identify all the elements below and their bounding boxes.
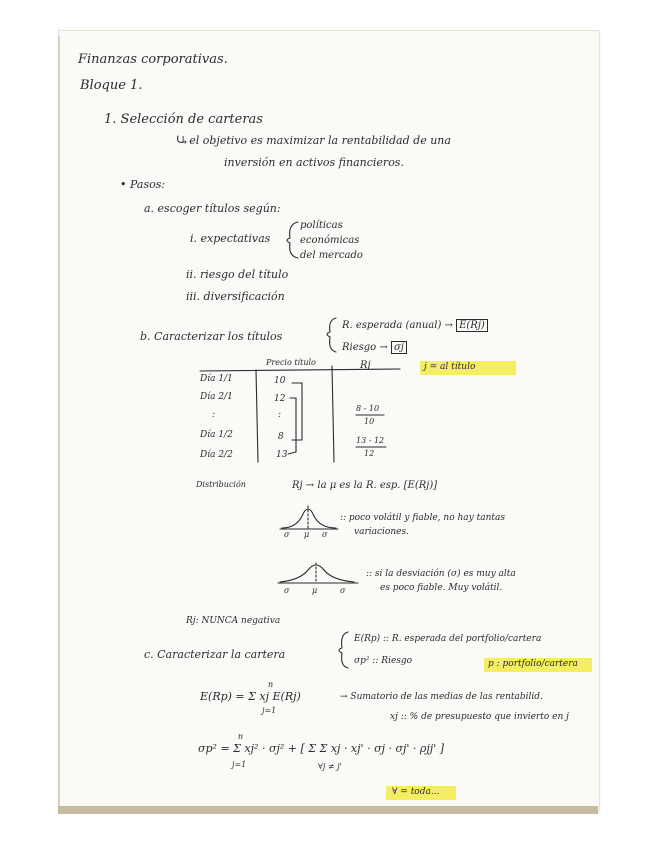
narrow-desc-1: :: poco volátil y fiable, no hay tantas — [340, 513, 505, 523]
row-label-3: : — [212, 410, 216, 420]
never-negative-note: Rj: NUNCA negativa — [186, 616, 281, 626]
row-label-5: Día 2/2 — [200, 450, 233, 460]
brace-item-politicas: políticas — [300, 220, 343, 231]
step-c-brace-2: σp² :: Riesgo — [354, 656, 413, 666]
wide-mu: μ — [312, 586, 318, 595]
narrow-bell-curve — [282, 509, 336, 528]
price-1: 10 — [274, 376, 286, 386]
wide-desc-2: es poco fiable. Muy volátil. — [380, 583, 503, 593]
step-a-item-ii: ii. riesgo del título — [186, 268, 289, 281]
step-c-title: c. Caracterizar la cartera — [144, 648, 286, 661]
return-2-num: 13 - 12 — [356, 436, 385, 445]
row-label-1: Día 1/1 — [200, 374, 233, 384]
price-5: 13 — [276, 450, 288, 460]
table-vline-1 — [256, 370, 258, 462]
price-bracket-1 — [292, 383, 302, 440]
step-b-title: b. Caracterizar los títulos — [140, 330, 283, 343]
step-a-title: a. escoger títulos según: — [144, 202, 281, 215]
note-forall: ∀ = toda... — [392, 787, 440, 797]
block-title: Bloque 1. — [80, 78, 143, 93]
expected-desc-2: xj :: % de presupuesto que invierto en j — [390, 712, 569, 722]
narrow-desc-2: variaciones. — [354, 527, 409, 537]
wide-desc-1: :: si la desviación (σ) es muy alta — [366, 569, 516, 579]
objective-line-1: ↳el objetivo es maximizar la rentabilidad de una — [180, 134, 451, 147]
expected-sum-upper: n — [268, 680, 274, 689]
distribution-statement: Rj → la μ es la R. esp. [E(Rj)] — [292, 480, 438, 491]
variance-sum-lower-2: ∀j ≠ j' — [318, 762, 342, 771]
return-1-den: 10 — [364, 417, 375, 426]
brace-step-b — [327, 318, 336, 352]
risk-box: σj — [391, 341, 407, 354]
price-2: 12 — [274, 394, 286, 404]
note-p: p : portfolio/cartera — [488, 659, 578, 669]
step-a-item-iii: iii. diversificación — [186, 290, 285, 303]
narrow-mu: μ — [304, 530, 310, 539]
row-label-4: Día 1/2 — [200, 430, 233, 440]
variance-sum-upper: n — [238, 732, 244, 741]
col-return-header: Rj — [360, 360, 371, 371]
distribution-label: Distribución — [196, 480, 246, 489]
note-j: j = al título — [424, 362, 476, 372]
expected-sum-lower: j=1 — [262, 706, 277, 715]
step-b-brace-1: R. esperada (anual) → E(Rj) — [342, 320, 488, 331]
objective-line-2: inversión en activos financieros. — [224, 156, 404, 169]
table-vline-2 — [332, 366, 334, 462]
row-label-2: Día 2/1 — [200, 392, 233, 402]
step-b-brace-2: Riesgo → σj — [342, 342, 407, 353]
expected-desc-1: → Sumatorio de las medias de las rentabilid. — [340, 692, 543, 702]
return-2-den: 12 — [364, 449, 375, 458]
price-bracket-2 — [288, 398, 296, 454]
table-header-line — [200, 369, 400, 371]
arrow-curl — [178, 136, 184, 142]
steps-label: • Pasos: — [120, 178, 166, 191]
expected-return-box: E(Rj) — [456, 319, 488, 332]
col-price-header: Precio título — [266, 358, 316, 367]
variance-formula: σp² = Σ xj² · σj² + [ Σ Σ xj · xj' · σj · σj' · ρjj' ] — [198, 742, 445, 755]
wide-sigma-left: σ — [284, 586, 290, 595]
wide-bell-curve — [280, 565, 354, 582]
brace-expectativas — [287, 222, 298, 258]
course-title: Finanzas corporativas. — [78, 52, 228, 67]
return-1-num: 8 - 10 — [356, 404, 380, 413]
step-c-brace-1: E(Rp) :: R. esperada del portfolio/cartera — [354, 634, 542, 644]
brace-item-mercado: del mercado — [300, 250, 363, 261]
price-4: 8 — [278, 432, 284, 442]
brace-step-c — [339, 632, 348, 668]
wide-sigma-right: σ — [340, 586, 346, 595]
step-a-item-i: i. expectativas — [190, 232, 271, 245]
narrow-sigma-left: σ — [284, 530, 290, 539]
expected-return-formula: E(Rp) = Σ xj E(Rj) — [200, 690, 301, 703]
variance-sum-lower: j=1 — [232, 760, 247, 769]
brace-item-economicas: económicas — [300, 235, 360, 246]
narrow-sigma-right: σ — [322, 530, 328, 539]
price-3: : — [278, 410, 282, 420]
section-title: 1. Selección de carteras — [104, 112, 263, 127]
